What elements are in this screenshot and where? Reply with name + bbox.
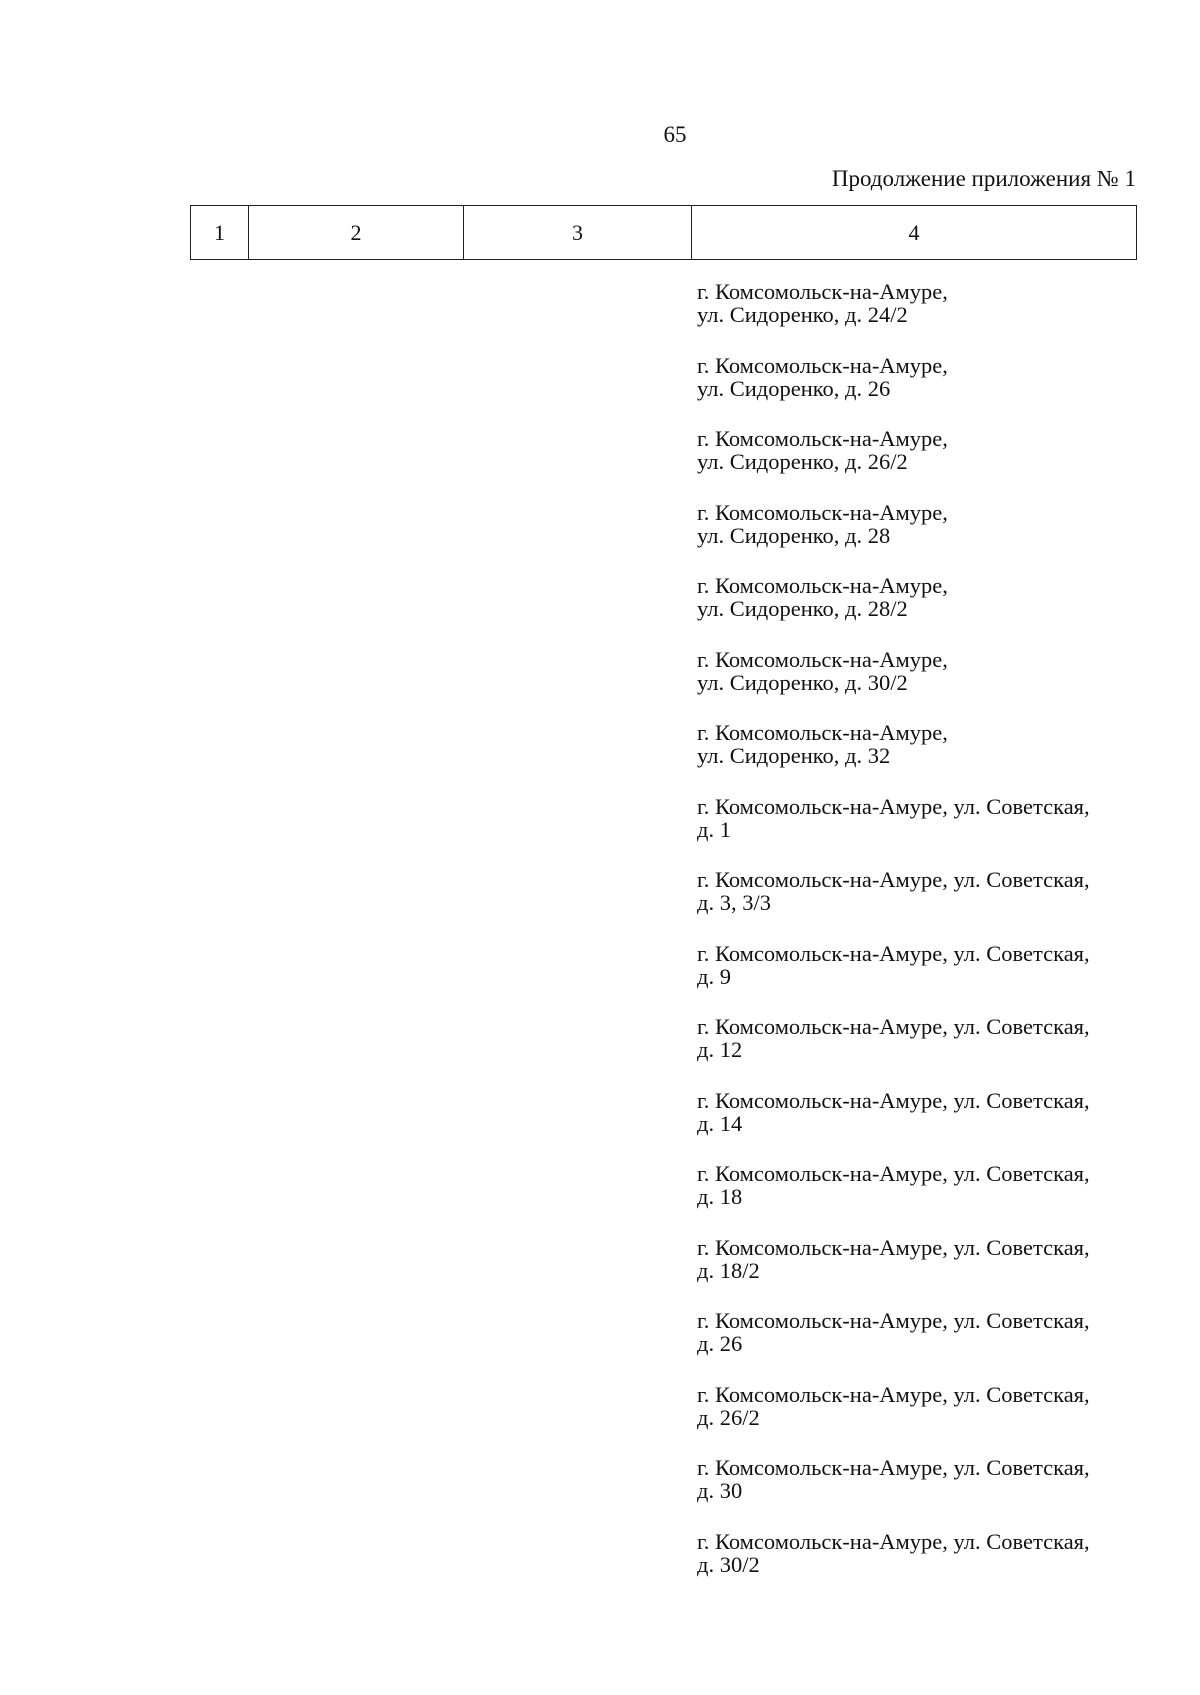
page-number: 65 [663,122,687,147]
address-item: г. Комсомольск-на-Амуре, ул. Советская, д. 26/2 [697,1381,1090,1430]
address-item: г. Комсомольск-на-Амуре, ул. Сидоренко, д. 28/2 [697,573,948,621]
column-header-row [191,206,1137,260]
address-item: г. Комсомольск-на-Амуре, ул. Советская, д. 9 [697,940,1090,989]
address-item: г. Комсомольск-на-Амуре, ул. Советская, д. 18/2 [697,1234,1090,1283]
address-item: г. Комсомольск-на-Амуре, ул. Советская, д. 30/2 [697,1528,1090,1577]
address-item: г. Комсомольск-на-Амуре, ул. Сидоренко, д. 32 [697,720,948,768]
address-list [697,280,1147,1603]
address-item: г. Комсомольск-на-Амуре, ул. Советская, д. 18 [697,1161,1090,1209]
address-item: г. Комсомольск-на-Амуре, ул. Сидоренко, д. 24/2 [697,279,948,327]
continuation-label: Продолжение приложения № 1 [831,166,1136,191]
address-item: г. Комсомольск-на-Амуре, ул. Сидоренко, д. 26 [697,352,948,401]
address-item: г. Комсомольск-на-Амуре, ул. Сидоренко, д. 28 [697,499,948,548]
column-header-4: 4 [692,206,1137,260]
address-item: г. Комсомольск-на-Амуре, ул. Советская, д. 26 [697,1308,1090,1356]
column-header-3: 3 [464,206,692,260]
column-header-2: 2 [249,206,464,260]
address-item: г. Комсомольск-на-Амуре, ул. Советская, д. 12 [697,1014,1090,1062]
address-item: г. Комсомольск-на-Амуре, ул. Сидоренко, д. 26/2 [697,426,948,474]
column-header-1: 1 [191,206,249,260]
column-header-table [190,205,1137,260]
address-item: г. Комсомольск-на-Амуре, ул. Советская, д. 30 [697,1455,1090,1503]
address-item: г. Комсомольск-на-Амуре, ул. Сидоренко, д. 30/2 [697,646,948,695]
address-item: г. Комсомольск-на-Амуре, ул. Советская, д. 1 [697,793,1090,842]
address-item: г. Комсомольск-на-Амуре, ул. Советская, д. 14 [697,1087,1090,1136]
address-item: г. Комсомольск-на-Амуре, ул. Советская, д. 3, 3/3 [697,867,1090,915]
